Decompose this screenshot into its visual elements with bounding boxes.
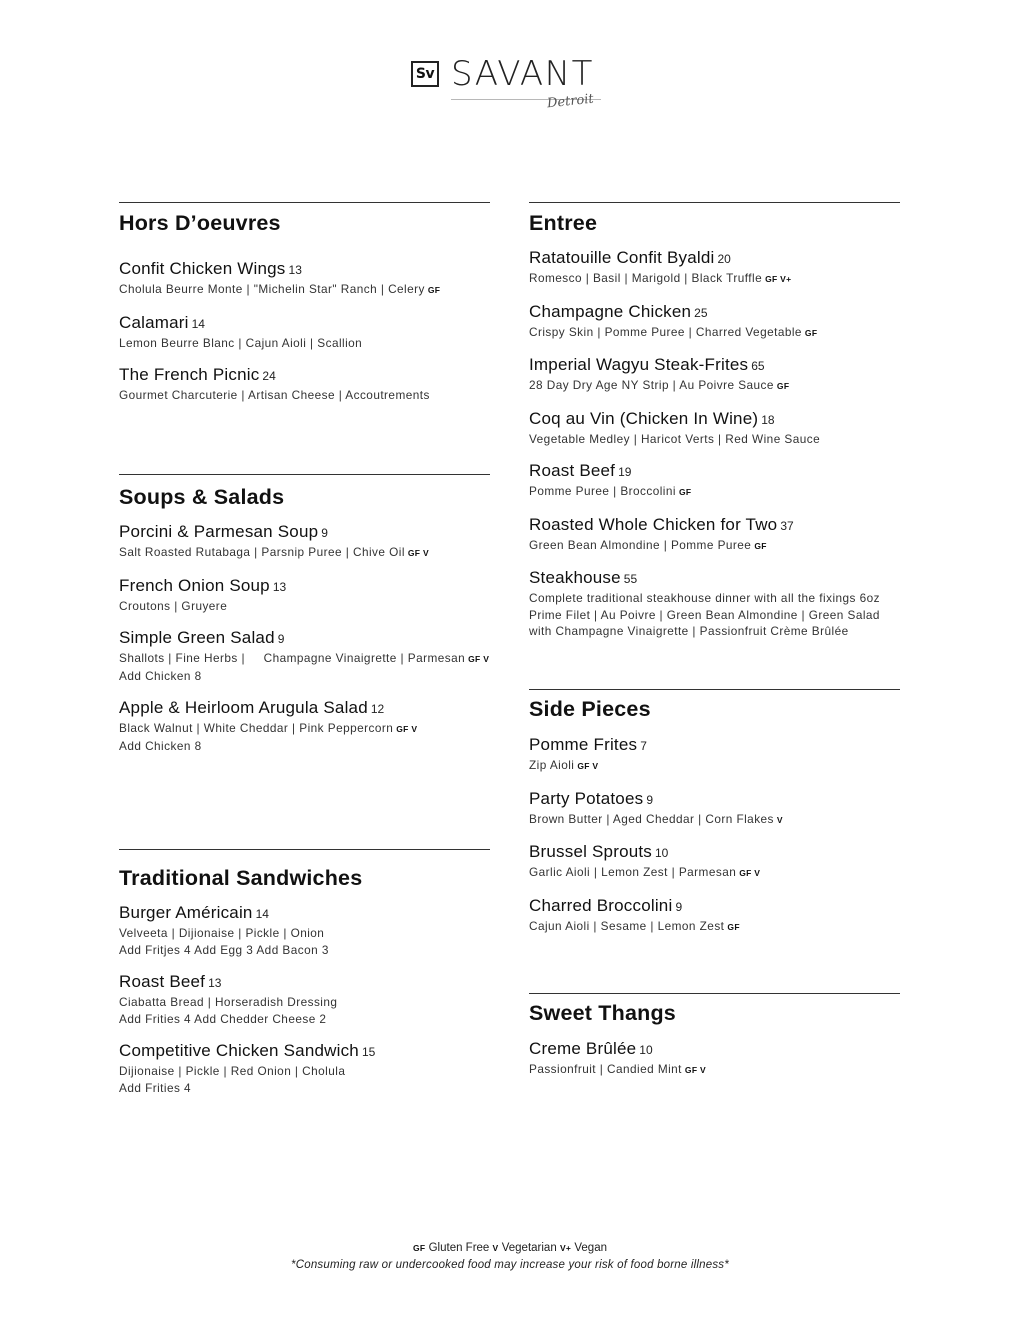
- menu-item-heading: [119, 1040, 490, 1063]
- menu-item-name: Competitive Chicken Sandwich: [119, 1041, 359, 1060]
- menu-item-price: 55: [623, 572, 638, 586]
- menu-item-description-text: Zip Aioli: [529, 758, 575, 772]
- diet-badge: GF V: [739, 868, 761, 878]
- menu-item-description: [529, 483, 900, 501]
- menu-item-description: [119, 1063, 490, 1080]
- menu-item: [119, 971, 490, 1027]
- menu-item-description: [529, 431, 900, 448]
- menu-item-name: Roast Beef: [119, 972, 206, 991]
- menu-items: [119, 902, 490, 1109]
- menu-items: [119, 258, 490, 417]
- menu-item-addons: Add Fritjes 4 Add Egg 3 Add Bacon 3: [119, 942, 329, 957]
- menu-item-description: [529, 864, 900, 882]
- menu-item-price: 13: [208, 976, 222, 990]
- menu-item-description-text: Velveeta | Dijionaise | Pickle | Onion: [119, 926, 325, 940]
- menu-item-description-text: Cajun Aioli | Sesame | Lemon Zest: [529, 918, 725, 933]
- menu-item-name: Porcini & Parmesan Soup: [119, 522, 319, 541]
- menu-item-price: 18: [761, 412, 775, 427]
- section-title: Entree: [529, 211, 598, 235]
- menu-item: [119, 1040, 490, 1096]
- menu-item-description: [119, 650, 490, 668]
- menu-item-description-text: Cholula Beurre Monte | "Michelin Star" Ranch | Celery: [119, 282, 425, 296]
- menu-item-name: Roast Beef: [529, 461, 616, 480]
- section-title: Traditional Sandwiches: [119, 866, 363, 890]
- menu-item-description-text: Green Bean Almondine | Pomme Puree: [529, 537, 752, 552]
- logo-mark: Sv: [411, 61, 439, 87]
- menu-item-heading: [529, 408, 900, 431]
- menu-item-description-text: Salt Roasted Rutabaga | Parsnip Puree | Chive Oil: [119, 545, 405, 559]
- menu-item: [529, 841, 900, 882]
- menu-item: [119, 258, 490, 299]
- menu-item-addons: Add Frities 4 Add Chedder Cheese 2: [119, 1011, 327, 1026]
- menu-item-heading: [119, 521, 490, 544]
- menu-item: [119, 521, 490, 562]
- menu-item: [119, 364, 490, 404]
- menu-item-description-text: Lemon Beurre Blanc | Cajun Aioli | Scallion: [119, 335, 363, 350]
- menu-item: [529, 1038, 900, 1079]
- menu-item: [529, 895, 900, 936]
- menu-item-price: 12: [370, 702, 385, 716]
- menu-item-addons: Add Frities 4: [119, 1080, 192, 1095]
- legend-label: Vegetarian: [501, 1242, 557, 1254]
- menu-item-price: 10: [639, 1043, 653, 1057]
- menu-item-description: [529, 270, 900, 288]
- menu-item-description-text: Romesco | Basil | Marigold | Black Truffle: [529, 271, 763, 285]
- menu-item-description: [529, 1061, 900, 1079]
- menu-item: [529, 354, 900, 395]
- menu-item: [119, 697, 490, 754]
- menu-item-description: [119, 544, 490, 562]
- menu-item-heading: [119, 258, 490, 281]
- menu-item: [529, 460, 900, 501]
- legend-code: V: [492, 1243, 499, 1253]
- diet-badge: GF V: [684, 1065, 706, 1075]
- diet-badge: GF: [727, 921, 740, 932]
- menu-item-description-text: Dijionaise | Pickle | Red Onion | Cholula: [119, 1064, 346, 1078]
- menu-item-name: French Onion Soup: [119, 575, 270, 595]
- menu-item-name: Confit Chicken Wings: [119, 259, 286, 278]
- menu-item-heading: [529, 734, 900, 757]
- menu-item-name: Brussel Sprouts: [529, 842, 652, 861]
- menu-item-heading: [529, 841, 900, 864]
- diet-badge: GF: [678, 487, 692, 497]
- menu-item-heading: [119, 575, 490, 598]
- section-soups-salads: [119, 474, 490, 753]
- menu-item-description: [119, 720, 490, 738]
- menu-item-description-text: Pomme Puree | Broccolini: [529, 484, 676, 498]
- menu-item-name: Burger Américain: [119, 903, 253, 922]
- menu-item-price: 7: [640, 739, 647, 753]
- menu-item-price: 9: [675, 899, 683, 914]
- diet-badge: GF V: [396, 724, 418, 734]
- menu-item-description: [529, 757, 900, 775]
- section-side-pieces: [529, 689, 900, 933]
- menu-item: [529, 788, 900, 829]
- menu-item-heading: [119, 697, 490, 720]
- diet-badge: GF V: [468, 654, 490, 664]
- menu-item-price: 13: [272, 579, 287, 594]
- diet-badge: V: [776, 814, 783, 825]
- menu-item: [119, 902, 490, 958]
- menu-item-heading: [529, 1038, 900, 1061]
- menu-item-name: Creme Brûlée: [529, 1039, 637, 1058]
- menu-item-description-text: Ciabatta Bread | Horseradish Dressing: [119, 995, 338, 1009]
- menu-item-description-text: Vegetable Medley | Haricot Verts | Red Wine Sauce: [529, 431, 821, 446]
- menu-item-price: 19: [618, 465, 632, 479]
- menu-item-name: Charred Broccolini: [529, 895, 673, 915]
- menu-item-price: 20: [717, 252, 731, 266]
- menu-item-heading: [119, 312, 490, 335]
- menu-item-name: Apple & Heirloom Arugula Salad: [119, 698, 368, 717]
- menu-item-name: The French Picnic: [119, 365, 260, 384]
- menu-item-description-text: Passionfruit | Candied Mint: [529, 1062, 682, 1076]
- diet-badge: GF V+: [765, 274, 792, 284]
- section-sweet-thangs: [529, 993, 900, 1076]
- menu-item-name: Steakhouse: [529, 568, 621, 587]
- menu-item-description: [529, 590, 900, 640]
- menu-item-description: [529, 918, 900, 936]
- menu-item-heading: [119, 364, 490, 387]
- menu-item-heading: [119, 627, 490, 650]
- menu-item-heading: [529, 460, 900, 483]
- menu-item-description: [119, 598, 490, 615]
- section-traditional-sandwiches: [119, 849, 490, 1095]
- menu-item-description: [119, 335, 490, 352]
- menu-item-addons: Add Chicken 8: [119, 668, 202, 683]
- menu-item-description: [529, 377, 900, 395]
- menu-item-price: 25: [694, 305, 708, 320]
- menu-item-heading: [119, 971, 490, 994]
- menu-item-description: [119, 281, 490, 299]
- menu-item: [119, 575, 490, 615]
- menu-item-price: 15: [361, 1045, 376, 1059]
- menu-item-price: 10: [655, 846, 669, 860]
- menu-item-description: [529, 811, 900, 829]
- menu-item-description-text: Black Walnut | White Cheddar | Pink Peppercorn: [119, 721, 394, 735]
- menu-item-name: Ratatouille Confit Byaldi: [529, 248, 715, 267]
- menu-item-heading: [529, 514, 900, 537]
- menu-item-name: Simple Green Salad: [119, 628, 275, 647]
- menu-item-price: 24: [262, 369, 276, 383]
- legend-label: Vegan: [574, 1242, 607, 1254]
- menu-item-description: [529, 324, 900, 342]
- menu-item-description-text: Crispy Skin | Pomme Puree | Charred Vegetable: [529, 324, 802, 339]
- menu-item: [529, 734, 900, 775]
- menu-items: [529, 247, 900, 653]
- menu-item-price: 13: [288, 263, 302, 277]
- savant-logo: [411, 56, 606, 122]
- menu-item-description: [119, 925, 490, 942]
- logo-wordmark: SAVANT: [451, 54, 594, 94]
- menu-item-name: Party Potatoes: [529, 788, 644, 808]
- menu-item-description-text: Shallots | Fine Herbs | Champagne Vinaigrette | Parmesan: [119, 651, 466, 665]
- menu-item-price: 9: [646, 792, 653, 807]
- diet-badge: GF: [427, 285, 441, 295]
- menu-items: [119, 521, 490, 767]
- menu-item: [529, 567, 900, 640]
- menu-items: [529, 1038, 900, 1092]
- menu-item: [119, 312, 490, 352]
- section-entree: [529, 202, 900, 638]
- diet-badge: GF V: [577, 761, 599, 771]
- food-safety-note: *Consuming raw or undercooked food may increase your risk of food borne illness*: [291, 1259, 729, 1271]
- logo-script: Detroit: [546, 91, 595, 112]
- menu-item-description: [529, 537, 900, 555]
- diet-legend: [0, 1242, 1020, 1254]
- menu-item-name: Coq au Vin (Chicken In Wine): [529, 408, 759, 428]
- menu-item-heading: [529, 301, 900, 324]
- menu-item-price: 9: [321, 526, 328, 540]
- menu-item-price: 14: [191, 316, 205, 331]
- menu-item-name: Champagne Chicken: [529, 301, 692, 321]
- menu-item: [119, 627, 490, 684]
- menu-item: [529, 408, 900, 448]
- menu-item-description: [119, 994, 490, 1011]
- section-title: Side Pieces: [529, 697, 651, 721]
- menu-item-description-text: Gourmet Charcuterie | Artisan Cheese | Accoutrements: [119, 388, 430, 402]
- menu-item-description-text: Complete traditional steakhouse dinner with all the fixings 6oz Prime Filet | Au Poivre | Green Bean Almondine | Green Salad with Champagne Vinaigrette | Passionfruit Crème Brûlée: [529, 591, 884, 638]
- menu-item-heading: [119, 902, 490, 925]
- menu-item-heading: [529, 247, 900, 270]
- menu-item-heading: [529, 354, 900, 377]
- legend-code: V+: [559, 1243, 572, 1253]
- menu-item: [529, 301, 900, 342]
- menu-item-description-text: Brown Butter | Aged Cheddar | Corn Flakes: [529, 811, 774, 826]
- menu-item-heading: [529, 895, 900, 918]
- menu-item-name: Roasted Whole Chicken for Two: [529, 514, 778, 534]
- section-hors-doeuvres: [119, 202, 490, 402]
- menu-item-name: Pomme Frites: [529, 735, 638, 754]
- menu-item: [529, 247, 900, 288]
- menu-item-description: [119, 387, 490, 404]
- menu-items: [529, 734, 900, 948]
- diet-badge: GF: [776, 381, 790, 391]
- menu-item: [529, 514, 900, 555]
- section-title: Sweet Thangs: [529, 1001, 676, 1025]
- menu-item-heading: [529, 567, 900, 590]
- menu-item-description-text: Garlic Aioli | Lemon Zest | Parmesan: [529, 865, 737, 879]
- menu-item-heading: [529, 788, 900, 811]
- section-title: Soups & Salads: [119, 485, 285, 509]
- legend-label: Gluten Free: [428, 1242, 490, 1254]
- menu-item-description-text: Croutons | Gruyere: [119, 598, 228, 613]
- menu-item-name: Calamari: [119, 312, 189, 332]
- section-title: Hors D’oeuvres: [119, 211, 281, 235]
- menu-item-price: 37: [780, 518, 794, 533]
- menu-item-price: 9: [277, 632, 285, 646]
- diet-badge: GF: [804, 327, 818, 338]
- diet-badge: GF V: [407, 548, 429, 558]
- menu-item-description-text: 28 Day Dry Age NY Strip | Au Poivre Sauce: [529, 378, 774, 392]
- legend-code: GF: [413, 1243, 426, 1253]
- menu-item-addons: Add Chicken 8: [119, 738, 202, 753]
- menu-item-price: 65: [751, 359, 765, 373]
- diet-badge: GF: [754, 540, 767, 551]
- menu-item-name: Imperial Wagyu Steak-Frites: [529, 355, 749, 374]
- menu-item-price: 14: [255, 907, 269, 921]
